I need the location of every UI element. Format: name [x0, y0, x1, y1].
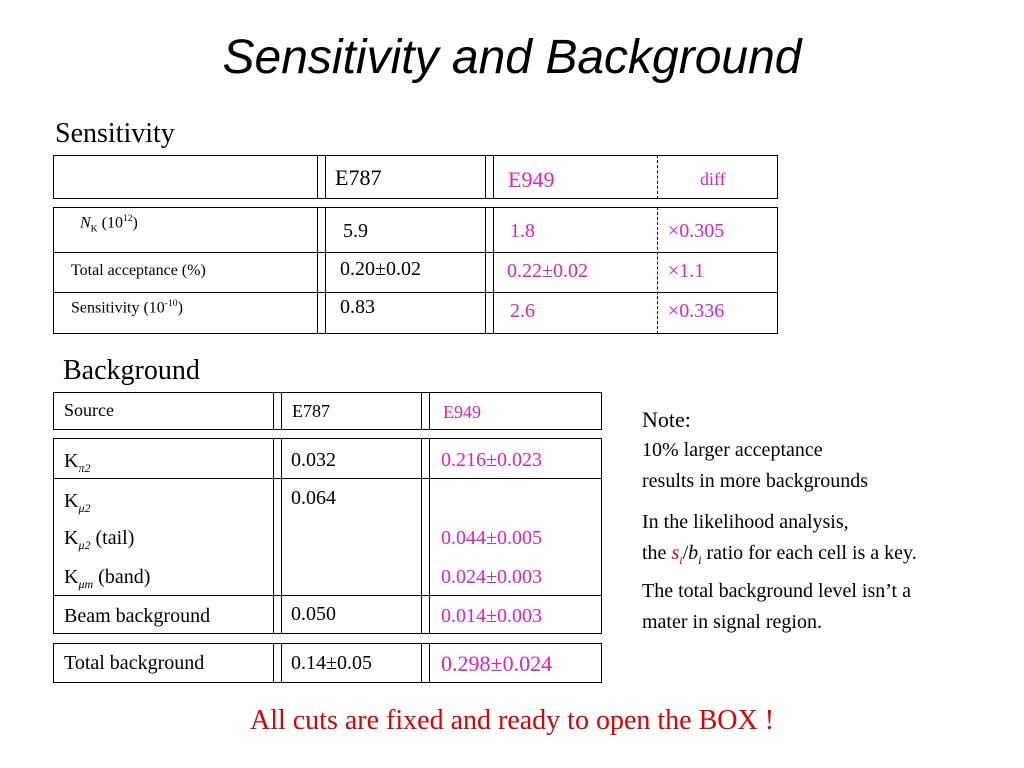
bg-row-kmu2-e787: 0.064: [291, 487, 336, 509]
sens-row-acceptance-diff: ×1.1: [668, 260, 705, 282]
note-line: The total background level isn’t a: [642, 580, 911, 602]
footer-message: All cuts are fixed and ready to open the BOX !: [249, 705, 775, 736]
bg-row-kpi2-e949: 0.216±0.023: [441, 449, 542, 471]
bg-row-kmu2-tail-e949: 0.044±0.005: [441, 527, 542, 549]
bg-total-e949: 0.298±0.024: [441, 651, 553, 676]
sens-row-nk-e787: 5.9: [343, 220, 368, 242]
sens-row-sensitivity-diff: ×0.336: [668, 300, 725, 322]
bg-row-kmum-band-label: $K_{\mu m}$ (band): [64, 566, 151, 591]
note-line: mater in signal region.: [642, 611, 822, 633]
bg-row-beam-e787: 0.050: [291, 603, 336, 625]
sens-row-sensitivity-label: Sensitivity $(10^{-10})$: [71, 298, 183, 317]
bg-row-kmum-band-e949: 0.024±0.003: [441, 566, 542, 588]
bg-row-kmu2-tail-label: $K_{\mu 2}$ (tail): [64, 527, 135, 552]
sens-row-sensitivity-e787: 0.83: [340, 296, 375, 318]
note-line: results in more backgrounds: [642, 470, 869, 492]
sens-header-e949: E949: [508, 167, 555, 192]
sens-row-nk-e949: 1.8: [510, 220, 535, 242]
bg-row-kmu2-label: $K_{\mu 2}$: [64, 490, 91, 515]
note-heading: Note:: [642, 407, 691, 432]
note-line: 10% larger acceptance: [642, 439, 823, 461]
sens-header-diff: diff: [700, 169, 726, 189]
sens-row-nk-label: $N_K$ $(10^{12})$: [80, 213, 138, 235]
note-line: In the likelihood analysis,: [642, 511, 849, 533]
background-heading: Background: [63, 355, 200, 386]
bg-row-beam-e949: 0.014±0.003: [441, 605, 542, 627]
note-block: [642, 404, 1012, 638]
sens-row-nk-diff: ×0.305: [668, 220, 725, 242]
bg-row-kpi2-e787: 0.032: [291, 449, 336, 471]
bg-header-e949: E949: [443, 402, 481, 422]
bg-row-kpi2-label: $K_{\pi 2}$: [64, 450, 91, 475]
sens-row-acceptance-label: Total acceptance (%): [71, 262, 206, 279]
sens-row-acceptance-e787: 0.20±0.02: [340, 258, 421, 280]
sens-header-e787: E787: [335, 165, 382, 190]
bg-total-label: Total background: [64, 652, 205, 674]
page-title: Sensitivity and Background: [222, 31, 802, 84]
bg-header-e787: E787: [292, 401, 330, 421]
note-line-ratio: the $s_i/b_i$ ratio for each cell is a key.: [642, 542, 917, 567]
bg-header-source: Source: [64, 400, 114, 420]
sensitivity-heading: Sensitivity: [55, 118, 175, 149]
sens-row-sensitivity-e949: 2.6: [510, 300, 535, 322]
bg-total-e787: 0.14±0.05: [291, 652, 372, 674]
sensitivity-header-box: [53, 155, 778, 199]
bg-row-beam-label: Beam background: [64, 605, 211, 627]
sens-row-acceptance-e949: 0.22±0.02: [507, 260, 588, 282]
